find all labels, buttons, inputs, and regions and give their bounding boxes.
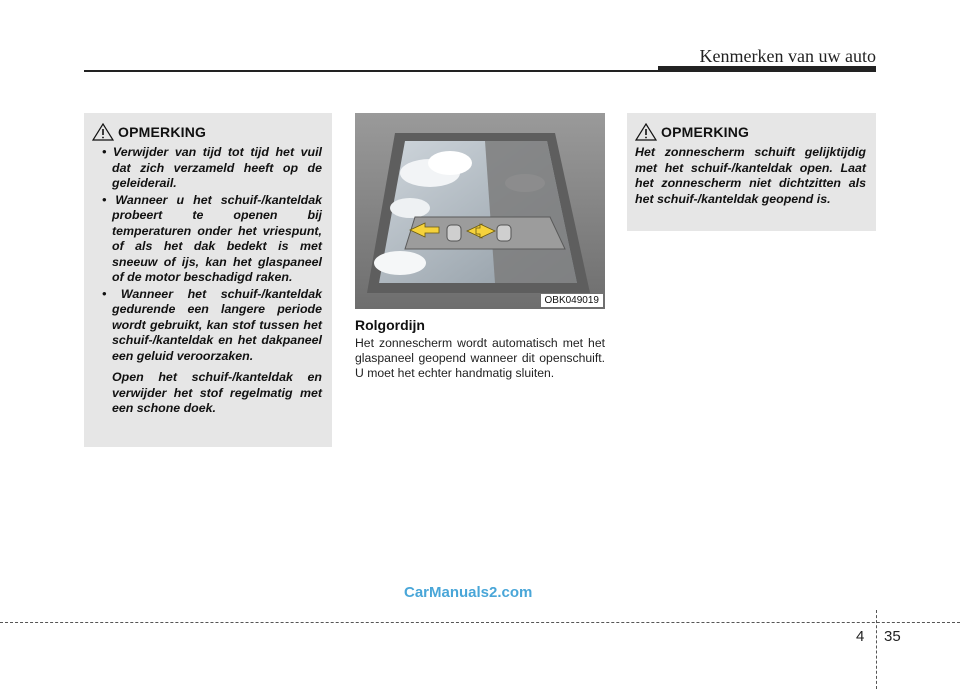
warning-icon — [635, 123, 657, 141]
note-box-right — [627, 113, 876, 231]
section-body: Het zonnescherm wordt automatisch met het glaspaneel geopend wanneer dit openschuift. U moet het echter handmatig sluiten. — [355, 336, 605, 380]
note-title: OPMERKING — [118, 124, 207, 140]
note-item-continuation: Open het schuif-/kanteldak en verwijder het stof regelmatig met een schone doek. — [112, 370, 322, 415]
note-title: OPMERKING — [661, 124, 750, 140]
note-item: • Wanneer u het schuif-/kanteldak probeert te openen bij temperaturen onder het vriespunt, of als het dak bedekt is met sneeuw of ijs, kan het glaspaneel of de motor beschadigd raken. — [102, 192, 322, 284]
sunroof-photo — [355, 113, 605, 309]
section-heading: Rolgordijn — [355, 317, 425, 333]
note-header — [92, 123, 322, 141]
footer-divider — [876, 610, 877, 689]
photo-caption: OBK049019 — [541, 294, 604, 307]
note-item: • Verwijder van tijd tot tijd het vuil dat zich verzameld heeft op de geleiderail. — [102, 145, 322, 190]
warning-icon — [92, 123, 114, 141]
note-box-left — [84, 113, 332, 447]
header-rule-accent — [658, 66, 876, 72]
note-item: • Wanneer het schuif-/kanteldak gedurende een langere periode wordt gebruikt, kan stof tussen het schuif-/kanteldak en het dakpaneel een geluid veroorzaken. — [102, 286, 322, 363]
note-header — [635, 123, 866, 141]
note-text: Het zonnescherm schuift gelijktijdig met het schuif-/kanteldak open. Laat het zonnescherm niet dichtzitten als het schuif-/kanteldak geopend is. — [635, 145, 866, 206]
page-header-title: Kenmerken van uw auto — [699, 46, 876, 66]
section-number: 4 — [856, 628, 865, 645]
footer-rule — [0, 622, 960, 623]
sunroof-illustration — [355, 113, 605, 309]
watermark-link[interactable]: CarManuals2.com — [404, 584, 533, 601]
note-list — [92, 145, 322, 417]
page-number: 35 — [884, 628, 901, 645]
